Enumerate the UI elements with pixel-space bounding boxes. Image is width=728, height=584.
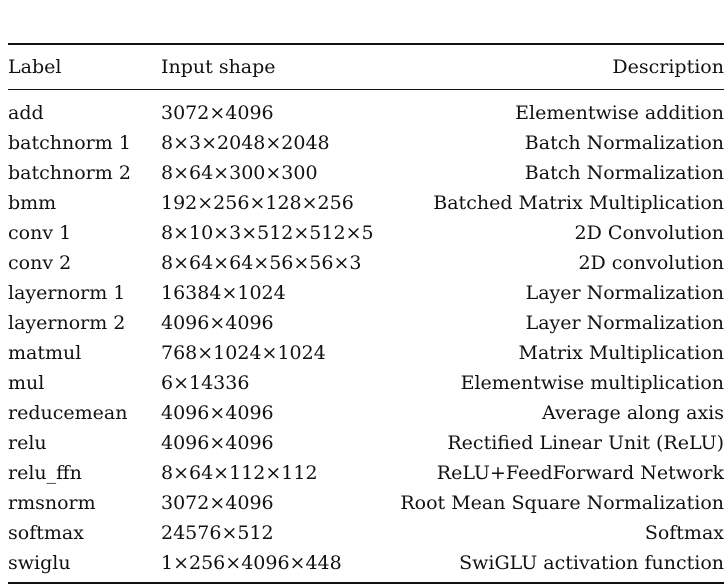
row-description: 2D convolution	[578, 252, 724, 274]
row-description: Layer Normalization	[525, 282, 724, 304]
row-label: layernorm 1	[8, 282, 126, 304]
table-row	[8, 518, 724, 548]
header-input-shape: Input shape	[161, 56, 276, 78]
row-description: Rectified Linear Unit (ReLU)	[447, 432, 724, 454]
row-label: conv 1	[8, 222, 72, 244]
row-description: Batched Matrix Multiplication	[433, 192, 724, 214]
table-header-row	[8, 45, 724, 89]
table-row	[8, 278, 724, 308]
row-description: Elementwise multiplication	[460, 372, 724, 394]
row-input-shape: 16384×1024	[161, 282, 286, 304]
row-label: mul	[8, 372, 45, 394]
row-description: Batch Normalization	[524, 132, 724, 154]
row-input-shape: 3072×4096	[161, 102, 274, 124]
table-row	[8, 188, 724, 218]
row-label: reducemean	[8, 402, 128, 424]
table-row	[8, 398, 724, 428]
table-row	[8, 158, 724, 188]
row-input-shape: 8×10×3×512×512×5	[161, 222, 374, 244]
row-input-shape: 4096×4096	[161, 312, 274, 334]
row-label: batchnorm 1	[8, 132, 131, 154]
table-row	[8, 218, 724, 248]
table-row	[8, 308, 724, 338]
row-input-shape: 8×3×2048×2048	[161, 132, 330, 154]
row-input-shape: 8×64×112×112	[161, 462, 318, 484]
row-label: matmul	[8, 342, 82, 364]
row-description: Elementwise addition	[515, 102, 724, 124]
row-description: Layer Normalization	[525, 312, 724, 334]
row-input-shape: 1×256×4096×448	[161, 552, 342, 574]
row-input-shape: 3072×4096	[161, 492, 274, 514]
row-input-shape: 8×64×300×300	[161, 162, 318, 184]
table-row	[8, 458, 724, 488]
header-description: Description	[612, 56, 724, 78]
row-description: ReLU+FeedForward Network	[436, 462, 724, 484]
table-row	[8, 98, 724, 128]
row-label: relu	[8, 432, 47, 454]
row-label: conv 2	[8, 252, 72, 274]
row-label: softmax	[8, 522, 84, 544]
table-body	[8, 90, 724, 582]
row-label: batchnorm 2	[8, 162, 131, 184]
row-input-shape: 8×64×64×56×56×3	[161, 252, 362, 274]
row-description: 2D Convolution	[574, 222, 724, 244]
row-label: rmsnorm	[8, 492, 96, 514]
row-input-shape: 4096×4096	[161, 402, 274, 424]
table-row	[8, 338, 724, 368]
table-row	[8, 428, 724, 458]
header-label: Label	[8, 56, 62, 78]
table-row	[8, 128, 724, 158]
row-input-shape: 768×1024×1024	[161, 342, 326, 364]
table-row	[8, 248, 724, 278]
table-row	[8, 368, 724, 398]
row-label: layernorm 2	[8, 312, 126, 334]
row-label: add	[8, 102, 44, 124]
operators-table	[8, 43, 724, 584]
row-input-shape: 4096×4096	[161, 432, 274, 454]
row-label: relu_ffn	[8, 462, 82, 484]
table-row	[8, 548, 724, 578]
row-input-shape: 192×256×128×256	[161, 192, 354, 214]
row-input-shape: 6×14336	[161, 372, 250, 394]
row-description: Average along axis	[542, 402, 724, 424]
row-description: Softmax	[644, 522, 724, 544]
row-input-shape: 24576×512	[161, 522, 274, 544]
row-description: Root Mean Square Normalization	[400, 492, 724, 514]
row-description: Batch Normalization	[524, 162, 724, 184]
row-description: Matrix Multiplication	[518, 342, 724, 364]
row-label: bmm	[8, 192, 57, 214]
row-description: SwiGLU activation function	[459, 552, 724, 574]
table-row	[8, 488, 724, 518]
row-label: swiglu	[8, 552, 71, 574]
